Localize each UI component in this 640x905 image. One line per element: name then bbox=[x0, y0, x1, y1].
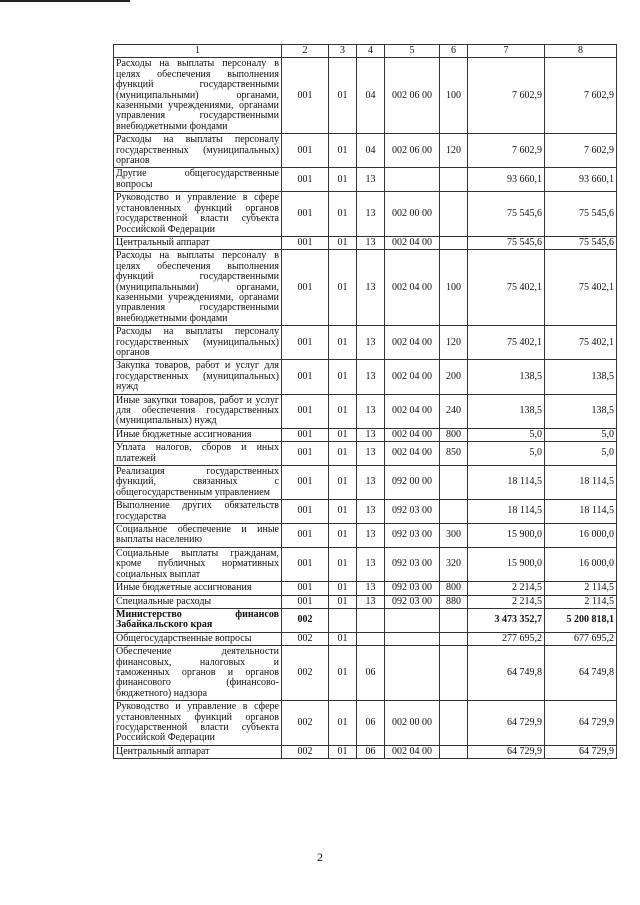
cell-ministry-code: 001 bbox=[282, 168, 329, 192]
cell-expense-type: 200 bbox=[440, 360, 468, 394]
cell-ministry-code: 002 bbox=[282, 608, 329, 632]
cell-subsection-code: 13 bbox=[357, 466, 385, 500]
row-name: Выполнение других обязательств государства bbox=[114, 500, 282, 524]
cell-subsection-code: 06 bbox=[357, 745, 385, 758]
cell-target-article: 002 06 00 bbox=[385, 134, 440, 168]
cell-amount-year2: 75 402,1 bbox=[545, 326, 617, 360]
cell-amount-year1: 75 545,6 bbox=[468, 192, 545, 237]
cell-amount-year2: 2 114,5 bbox=[545, 595, 617, 608]
cell-subsection-code: 04 bbox=[357, 58, 385, 134]
cell-expense-type: 300 bbox=[440, 524, 468, 548]
cell-target-article: 002 06 00 bbox=[385, 58, 440, 134]
cell-amount-year1: 138,5 bbox=[468, 360, 545, 394]
row-name: Социальные выплаты гражданам, кроме публичных нормативных социальных выплат bbox=[114, 547, 282, 581]
cell-amount-year1: 2 214,5 bbox=[468, 582, 545, 595]
table-row bbox=[114, 134, 617, 168]
cell-amount-year2: 7 602,9 bbox=[545, 134, 617, 168]
row-name: Министерство финансов Забайкальского края bbox=[114, 608, 282, 632]
cell-section-code: 01 bbox=[329, 250, 357, 326]
cell-target-article bbox=[385, 632, 440, 645]
column-number: 8 bbox=[545, 45, 617, 58]
cell-amount-year1: 7 602,9 bbox=[468, 134, 545, 168]
cell-amount-year2: 5,0 bbox=[545, 442, 617, 466]
cell-target-article: 002 00 00 bbox=[385, 701, 440, 746]
column-number-row bbox=[114, 45, 617, 58]
cell-section-code: 01 bbox=[329, 236, 357, 249]
cell-subsection-code: 06 bbox=[357, 701, 385, 746]
cell-section-code: 01 bbox=[329, 134, 357, 168]
cell-target-article bbox=[385, 168, 440, 192]
cell-amount-year1: 93 660,1 bbox=[468, 168, 545, 192]
cell-section-code: 01 bbox=[329, 442, 357, 466]
cell-subsection-code: 13 bbox=[357, 428, 385, 441]
cell-expense-type bbox=[440, 236, 468, 249]
cell-target-article: 092 03 00 bbox=[385, 547, 440, 581]
cell-target-article: 002 04 00 bbox=[385, 236, 440, 249]
cell-target-article: 092 03 00 bbox=[385, 500, 440, 524]
table-row bbox=[114, 428, 617, 441]
cell-expense-type: 240 bbox=[440, 394, 468, 428]
cell-section-code: 01 bbox=[329, 58, 357, 134]
cell-amount-year2: 64 729,9 bbox=[545, 745, 617, 758]
cell-target-article: 002 04 00 bbox=[385, 428, 440, 441]
table-row bbox=[114, 192, 617, 237]
cell-target-article: 092 03 00 bbox=[385, 582, 440, 595]
cell-expense-type: 850 bbox=[440, 442, 468, 466]
column-number: 1 bbox=[114, 45, 282, 58]
row-name: Специальные расходы bbox=[114, 595, 282, 608]
table-row bbox=[114, 326, 617, 360]
table-row bbox=[114, 168, 617, 192]
row-name: Расходы на выплаты персоналу государственных (муниципальных) органов bbox=[114, 326, 282, 360]
table-row bbox=[114, 745, 617, 758]
table-row bbox=[114, 466, 617, 500]
cell-section-code: 01 bbox=[329, 582, 357, 595]
cell-target-article: 002 04 00 bbox=[385, 394, 440, 428]
cell-amount-year2: 2 114,5 bbox=[545, 582, 617, 595]
cell-subsection-code: 13 bbox=[357, 547, 385, 581]
cell-target-article bbox=[385, 646, 440, 701]
cell-subsection-code: 13 bbox=[357, 582, 385, 595]
cell-section-code: 01 bbox=[329, 701, 357, 746]
cell-expense-type: 880 bbox=[440, 595, 468, 608]
row-name: Уплата налогов, сборов и иных платежей bbox=[114, 442, 282, 466]
cell-expense-type bbox=[440, 168, 468, 192]
cell-expense-type: 100 bbox=[440, 58, 468, 134]
cell-expense-type bbox=[440, 192, 468, 237]
cell-section-code: 01 bbox=[329, 466, 357, 500]
cell-subsection-code: 13 bbox=[357, 360, 385, 394]
cell-ministry-code: 001 bbox=[282, 595, 329, 608]
cell-ministry-code: 001 bbox=[282, 134, 329, 168]
cell-expense-type bbox=[440, 745, 468, 758]
table-row bbox=[114, 701, 617, 746]
cell-amount-year2: 7 602,9 bbox=[545, 58, 617, 134]
cell-ministry-code: 002 bbox=[282, 701, 329, 746]
table-row bbox=[114, 394, 617, 428]
row-name: Расходы на выплаты персоналу в целях обеспечения выполнения функций государственными (муниципальными) органами, казенными учреждениями, органами управления государственными внебюджетными фондами bbox=[114, 250, 282, 326]
cell-expense-type bbox=[440, 500, 468, 524]
cell-amount-year2: 677 695,2 bbox=[545, 632, 617, 645]
table-row bbox=[114, 500, 617, 524]
cell-amount-year2: 5 200 818,1 bbox=[545, 608, 617, 632]
cell-section-code: 01 bbox=[329, 326, 357, 360]
cell-amount-year2: 18 114,5 bbox=[545, 500, 617, 524]
cell-section-code: 01 bbox=[329, 632, 357, 645]
cell-section-code: 01 bbox=[329, 646, 357, 701]
table-row bbox=[114, 236, 617, 249]
cell-section-code: 01 bbox=[329, 168, 357, 192]
row-name: Иные бюджетные ассигнования bbox=[114, 428, 282, 441]
column-number: 4 bbox=[357, 45, 385, 58]
cell-ministry-code: 001 bbox=[282, 394, 329, 428]
cell-amount-year1: 15 900,0 bbox=[468, 547, 545, 581]
table-row bbox=[114, 632, 617, 645]
cell-target-article: 002 04 00 bbox=[385, 442, 440, 466]
table-row bbox=[114, 547, 617, 581]
cell-amount-year2: 138,5 bbox=[545, 360, 617, 394]
cell-amount-year2: 93 660,1 bbox=[545, 168, 617, 192]
table-row bbox=[114, 442, 617, 466]
table-row bbox=[114, 608, 617, 632]
cell-section-code bbox=[329, 608, 357, 632]
cell-amount-year1: 64 729,9 bbox=[468, 701, 545, 746]
cell-subsection-code: 04 bbox=[357, 134, 385, 168]
cell-subsection-code: 13 bbox=[357, 168, 385, 192]
cell-ministry-code: 002 bbox=[282, 632, 329, 645]
cell-amount-year2: 16 000,0 bbox=[545, 547, 617, 581]
row-name: Социальное обеспечение и иные выплаты населению bbox=[114, 524, 282, 548]
cell-ministry-code: 002 bbox=[282, 745, 329, 758]
cell-amount-year2: 64 749,8 bbox=[545, 646, 617, 701]
cell-subsection-code bbox=[357, 608, 385, 632]
cell-amount-year1: 277 695,2 bbox=[468, 632, 545, 645]
cell-section-code: 01 bbox=[329, 500, 357, 524]
cell-target-article: 002 04 00 bbox=[385, 745, 440, 758]
budget-table bbox=[113, 44, 617, 759]
table-row bbox=[114, 524, 617, 548]
cell-amount-year2: 16 000,0 bbox=[545, 524, 617, 548]
row-name: Центральный аппарат bbox=[114, 236, 282, 249]
cell-amount-year1: 75 402,1 bbox=[468, 250, 545, 326]
cell-ministry-code: 001 bbox=[282, 466, 329, 500]
row-name: Иные бюджетные ассигнования bbox=[114, 582, 282, 595]
cell-section-code: 01 bbox=[329, 360, 357, 394]
cell-amount-year2: 138,5 bbox=[545, 394, 617, 428]
cell-expense-type bbox=[440, 466, 468, 500]
cell-amount-year1: 64 729,9 bbox=[468, 745, 545, 758]
cell-ministry-code: 002 bbox=[282, 646, 329, 701]
cell-ministry-code: 001 bbox=[282, 582, 329, 595]
cell-section-code: 01 bbox=[329, 192, 357, 237]
cell-subsection-code: 13 bbox=[357, 394, 385, 428]
cell-amount-year1: 5,0 bbox=[468, 442, 545, 466]
cell-expense-type bbox=[440, 646, 468, 701]
cell-amount-year1: 5,0 bbox=[468, 428, 545, 441]
cell-section-code: 01 bbox=[329, 524, 357, 548]
cell-amount-year2: 64 729,9 bbox=[545, 701, 617, 746]
row-name: Общегосударственные вопросы bbox=[114, 632, 282, 645]
cell-ministry-code: 001 bbox=[282, 428, 329, 441]
cell-section-code: 01 bbox=[329, 595, 357, 608]
cell-expense-type: 100 bbox=[440, 250, 468, 326]
table-row bbox=[114, 360, 617, 394]
cell-expense-type: 120 bbox=[440, 326, 468, 360]
cell-target-article bbox=[385, 608, 440, 632]
cell-subsection-code: 06 bbox=[357, 646, 385, 701]
cell-expense-type bbox=[440, 701, 468, 746]
cell-subsection-code: 13 bbox=[357, 192, 385, 237]
cell-subsection-code: 13 bbox=[357, 236, 385, 249]
column-number: 5 bbox=[385, 45, 440, 58]
page-number: 2 bbox=[317, 850, 323, 864]
cell-section-code: 01 bbox=[329, 547, 357, 581]
table-row bbox=[114, 250, 617, 326]
cell-target-article: 092 03 00 bbox=[385, 524, 440, 548]
row-name: Расходы на выплаты персоналу в целях обеспечения выполнения функций государственными (муниципальными) органами, казенными учреждениями, органами управления государственными внебюджетными фондами bbox=[114, 58, 282, 134]
cell-amount-year1: 3 473 352,7 bbox=[468, 608, 545, 632]
column-number: 3 bbox=[329, 45, 357, 58]
cell-ministry-code: 001 bbox=[282, 326, 329, 360]
cell-ministry-code: 001 bbox=[282, 250, 329, 326]
cell-section-code: 01 bbox=[329, 394, 357, 428]
cell-subsection-code: 13 bbox=[357, 500, 385, 524]
row-name: Обеспечение деятельности финансовых, налоговых и таможенных органов и органов финансового (финансово-бюджетного) надзора bbox=[114, 646, 282, 701]
row-name: Другие общегосударственные вопросы bbox=[114, 168, 282, 192]
cell-target-article: 002 04 00 bbox=[385, 326, 440, 360]
cell-ministry-code: 001 bbox=[282, 360, 329, 394]
cell-target-article: 092 00 00 bbox=[385, 466, 440, 500]
cell-amount-year1: 75 402,1 bbox=[468, 326, 545, 360]
row-name: Центральный аппарат bbox=[114, 745, 282, 758]
cell-ministry-code: 001 bbox=[282, 192, 329, 237]
cell-ministry-code: 001 bbox=[282, 442, 329, 466]
cell-target-article: 002 04 00 bbox=[385, 250, 440, 326]
table-row bbox=[114, 582, 617, 595]
cell-expense-type: 120 bbox=[440, 134, 468, 168]
cell-expense-type: 800 bbox=[440, 582, 468, 595]
column-number: 7 bbox=[468, 45, 545, 58]
cell-ministry-code: 001 bbox=[282, 58, 329, 134]
cell-amount-year1: 18 114,5 bbox=[468, 466, 545, 500]
header-rule bbox=[0, 0, 130, 2]
row-name: Расходы на выплаты персоналу государственных (муниципальных) органов bbox=[114, 134, 282, 168]
cell-amount-year1: 138,5 bbox=[468, 394, 545, 428]
column-number: 2 bbox=[282, 45, 329, 58]
cell-amount-year2: 5,0 bbox=[545, 428, 617, 441]
cell-subsection-code: 13 bbox=[357, 326, 385, 360]
cell-ministry-code: 001 bbox=[282, 500, 329, 524]
cell-amount-year1: 18 114,5 bbox=[468, 500, 545, 524]
cell-target-article: 002 00 00 bbox=[385, 192, 440, 237]
row-name: Закупка товаров, работ и услуг для государственных (муниципальных) нужд bbox=[114, 360, 282, 394]
cell-subsection-code bbox=[357, 632, 385, 645]
cell-amount-year1: 15 900,0 bbox=[468, 524, 545, 548]
cell-amount-year1: 7 602,9 bbox=[468, 58, 545, 134]
table-row bbox=[114, 58, 617, 134]
cell-expense-type: 800 bbox=[440, 428, 468, 441]
cell-amount-year1: 64 749,8 bbox=[468, 646, 545, 701]
row-name: Иные закупки товаров, работ и услуг для обеспечения государственных (муниципальных) нужд bbox=[114, 394, 282, 428]
cell-amount-year2: 75 545,6 bbox=[545, 192, 617, 237]
cell-target-article: 002 04 00 bbox=[385, 360, 440, 394]
cell-amount-year2: 75 545,6 bbox=[545, 236, 617, 249]
cell-amount-year1: 2 214,5 bbox=[468, 595, 545, 608]
cell-target-article: 092 03 00 bbox=[385, 595, 440, 608]
cell-section-code: 01 bbox=[329, 745, 357, 758]
cell-subsection-code: 13 bbox=[357, 442, 385, 466]
cell-subsection-code: 13 bbox=[357, 250, 385, 326]
cell-expense-type bbox=[440, 608, 468, 632]
cell-amount-year2: 75 402,1 bbox=[545, 250, 617, 326]
cell-expense-type: 320 bbox=[440, 547, 468, 581]
row-name: Реализация государственных функций, связанных с общегосударственным управлением bbox=[114, 466, 282, 500]
cell-ministry-code: 001 bbox=[282, 524, 329, 548]
table-row bbox=[114, 646, 617, 701]
cell-subsection-code: 13 bbox=[357, 595, 385, 608]
row-name: Руководство и управление в сфере установленных функций органов государственной власти субъекта Российской Федерации bbox=[114, 701, 282, 746]
cell-subsection-code: 13 bbox=[357, 524, 385, 548]
cell-ministry-code: 001 bbox=[282, 236, 329, 249]
cell-section-code: 01 bbox=[329, 428, 357, 441]
row-name: Руководство и управление в сфере установленных функций органов государственной власти субъекта Российской Федерации bbox=[114, 192, 282, 237]
cell-amount-year2: 18 114,5 bbox=[545, 466, 617, 500]
column-number: 6 bbox=[440, 45, 468, 58]
cell-expense-type bbox=[440, 632, 468, 645]
table-row bbox=[114, 595, 617, 608]
cell-amount-year1: 75 545,6 bbox=[468, 236, 545, 249]
cell-ministry-code: 001 bbox=[282, 547, 329, 581]
